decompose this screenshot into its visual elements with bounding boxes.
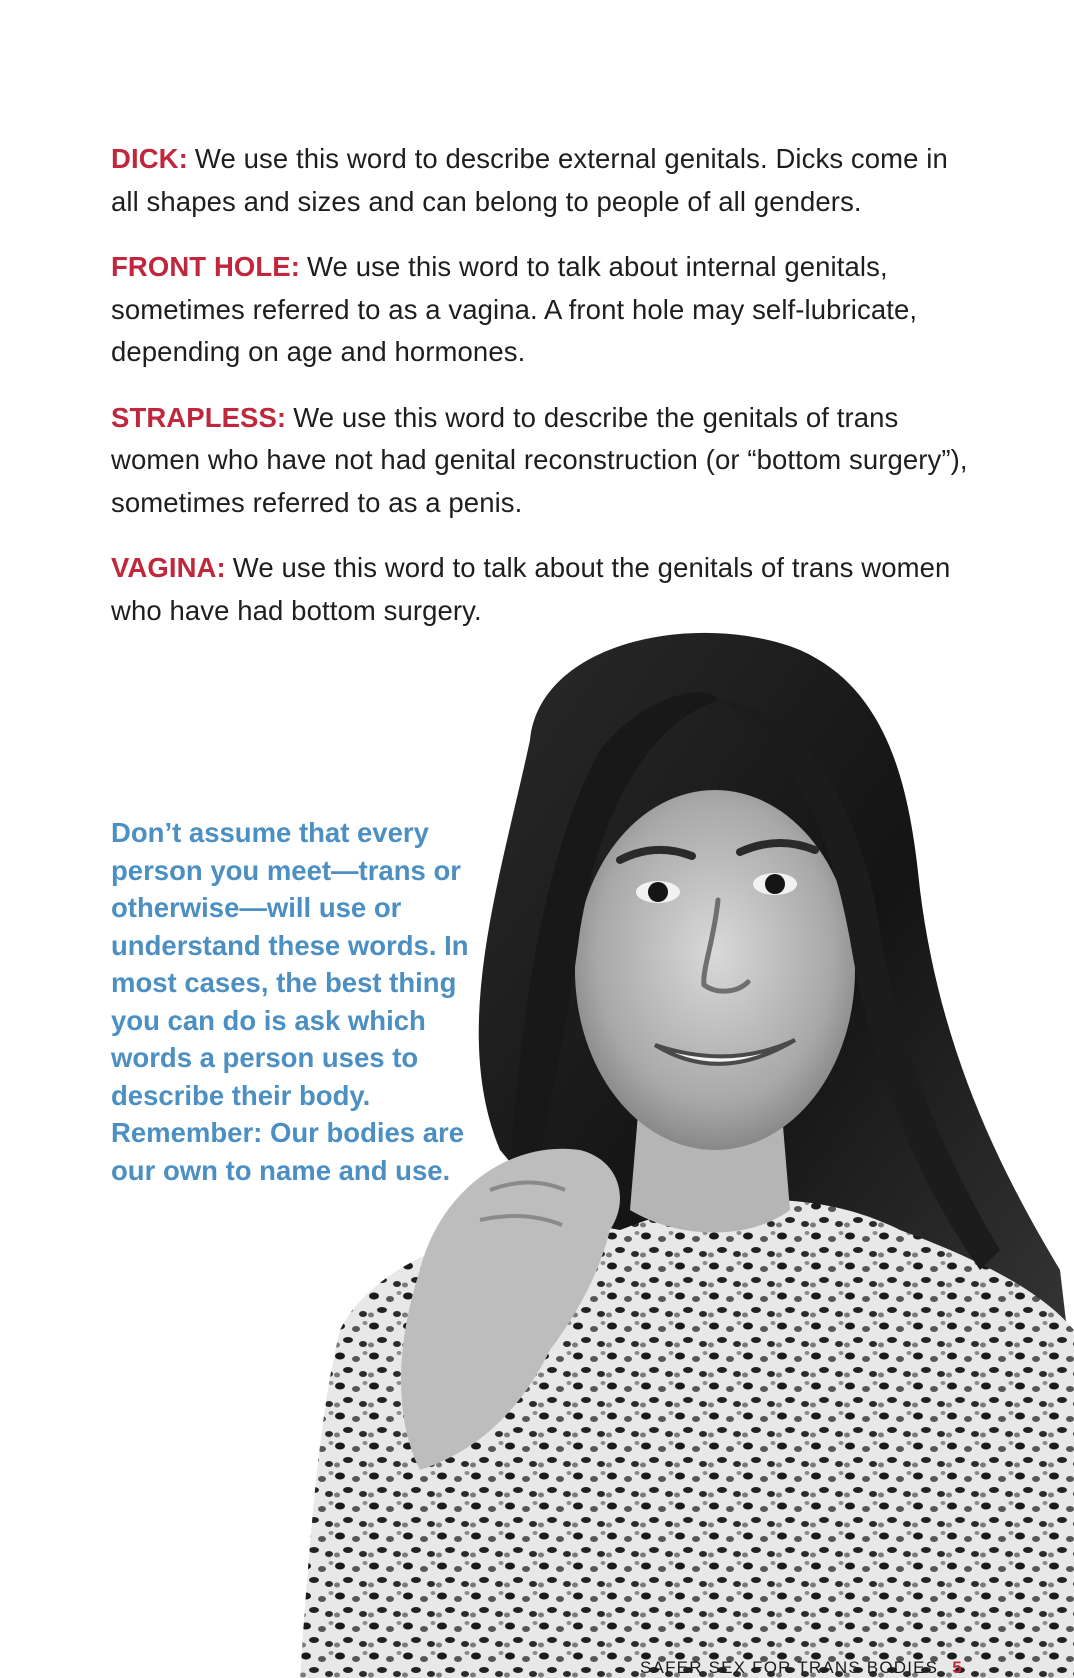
definition-term: VAGINA: — [111, 552, 226, 583]
definition-front-hole — [111, 246, 971, 374]
definition-vagina — [111, 547, 971, 632]
page-number: 5 — [952, 1658, 963, 1677]
definitions-list — [111, 138, 971, 655]
definition-text: We use this word to talk about the genitals of trans women who have had bottom surgery. — [111, 552, 951, 626]
callout-text: Don’t assume that every person you meet—trans or otherwise—will use or understand these words. In most cases, the best thing you can do is ask which words a person uses to describe their body. Remember: Our bodies are our own to name and use. — [111, 817, 469, 1186]
page-footer — [640, 1658, 1045, 1678]
definition-dick — [111, 138, 971, 223]
definition-text: We use this word to describe external genitals. Dicks come in all shapes and sizes and can belong to people of all genders. — [111, 143, 948, 217]
definition-text: We use this word to describe the genitals of trans women who have not had genital reconstruction (or “bottom surgery”), sometimes referred to as a penis. — [111, 401, 968, 518]
definition-strapless — [111, 397, 971, 525]
definition-term: FRONT HOLE: — [111, 251, 300, 282]
definition-term: DICK: — [111, 143, 188, 174]
definition-term: STRAPLESS: — [111, 401, 287, 433]
footer-title: SAFER SEX FOR TRANS BODIES — [640, 1658, 939, 1677]
definition-text: We use this word to talk about internal genitals, sometimes referred to as a vagina. A front hole may self-lubricate, depending on age and hormones. — [111, 251, 918, 367]
